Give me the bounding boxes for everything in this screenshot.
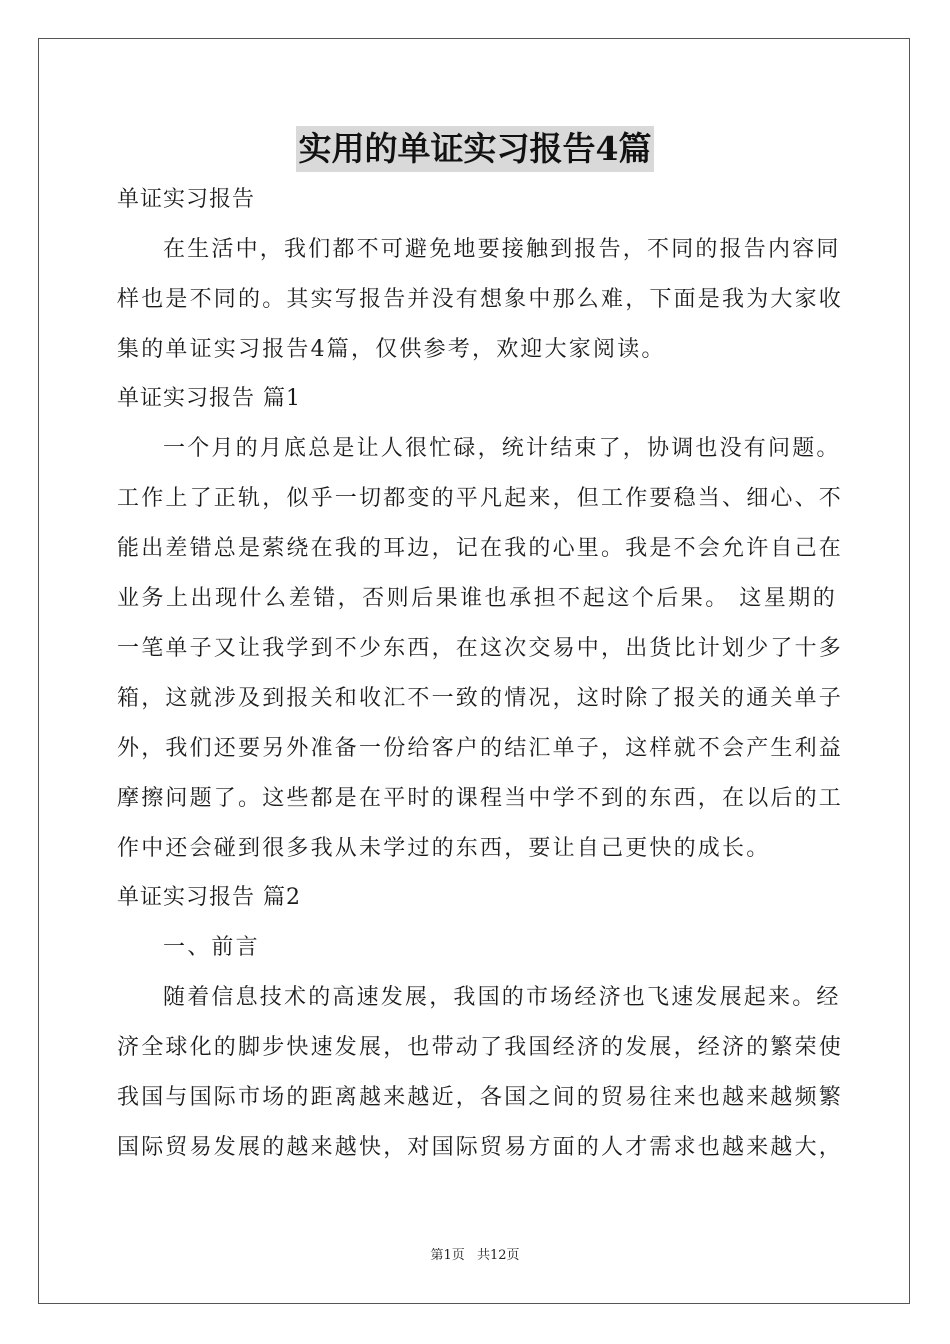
paragraph-line: 能出差错总是萦绕在我的耳边，记在我的心里。我是不会允许自己在 xyxy=(117,536,844,561)
document-title: 实用的单证实习报告4篇 xyxy=(296,126,655,172)
paragraph-line: 作中还会碰到很多我从未学过的东西，要让自己更快的成长。 xyxy=(117,836,771,861)
page-total: 共12页 xyxy=(476,1248,520,1263)
paragraph-line: 济全球化的脚步快速发展，也带动了我国经济的发展，经济的繁荣使 xyxy=(117,1035,844,1060)
paragraph-line: 业务上出现什么差错，否则后果谁也承担不起这个后果。 这星期的 xyxy=(117,586,837,611)
paragraph-line: 一笔单子又让我学到不少东西，在这次交易中，出货比计划少了十多 xyxy=(117,636,844,661)
paragraph-line: 一个月的月底总是让人很忙碌，统计结束了，协调也没有问题。 xyxy=(163,436,841,461)
page-border xyxy=(38,38,910,1304)
paragraph-line: 箱，这就涉及到报关和收汇不一致的情况，这时除了报关的通关单子 xyxy=(117,686,844,711)
paragraph-line: 我国与国际市场的距离越来越近，各国之间的贸易往来也越来越频繁 xyxy=(117,1085,844,1110)
paragraph-line: 在生活中，我们都不可避免地要接触到报告，不同的报告内容同 xyxy=(163,237,841,262)
section-heading-2: 单证实习报告 篇2 xyxy=(117,885,301,910)
intro-heading: 单证实习报告 xyxy=(117,187,256,212)
paragraph-line: 随着信息技术的高速发展，我国的市场经济也飞速发展起来。经 xyxy=(163,985,841,1010)
paragraph-line: 摩擦问题了。这些都是在平时的课程当中学不到的东西，在以后的工 xyxy=(117,786,844,811)
title-wrap xyxy=(0,126,950,172)
subsection-heading: 一、前言 xyxy=(163,935,260,960)
paragraph-line: 外，我们还要另外准备一份给客户的结汇单子，这样就不会产生利益 xyxy=(117,736,844,761)
page-footer xyxy=(0,1247,950,1265)
page-number: 第1页 xyxy=(430,1248,465,1263)
paragraph-line: 集的单证实习报告4篇，仅供参考，欢迎大家阅读。 xyxy=(117,337,666,362)
paragraph-line: 工作上了正轨，似乎一切都变的平凡起来，但工作要稳当、细心、不 xyxy=(117,486,844,511)
section-heading-1: 单证实习报告 篇1 xyxy=(117,386,301,411)
paragraph-line: 样也是不同的。其实写报告并没有想象中那么难，下面是我为大家收 xyxy=(117,287,844,312)
paragraph-line: 国际贸易发展的越来越快，对国际贸易方面的人才需求也越来越大， xyxy=(117,1135,844,1160)
